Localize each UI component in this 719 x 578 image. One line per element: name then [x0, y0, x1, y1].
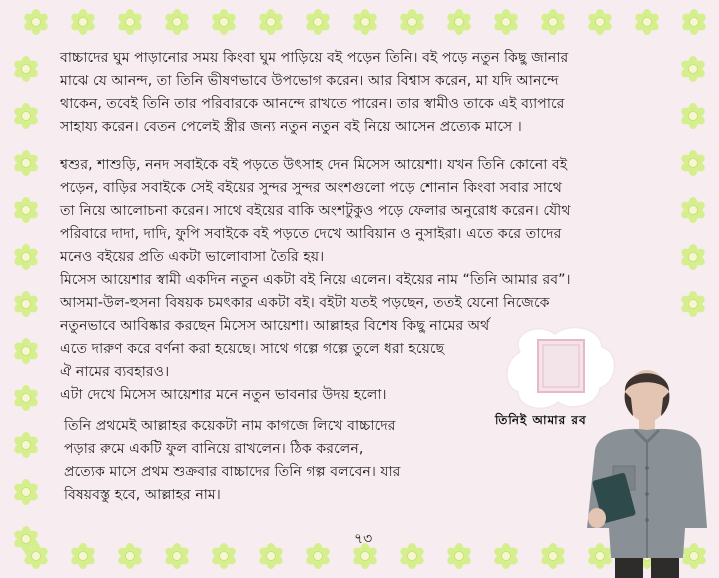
flower-border-icon	[305, 543, 331, 569]
paragraph-line: মনেও বইয়ের প্রতি একটা ভালোবাসা তৈরি হয়।	[60, 249, 325, 265]
book-title-caption: তিনিই আমার রব	[495, 413, 587, 427]
paragraph-line: থাকেন, তবেই তিনি তার পরিবারকে আনন্দে রাখতে পারেন। তার স্বামীও তাকে এই ব্যাপারে	[60, 96, 565, 112]
flower-border-icon	[305, 9, 331, 35]
paragraph-line: ঐ নামের ব্যবহারও।	[60, 364, 170, 380]
flower-border-icon	[680, 150, 706, 176]
flower-border-icon	[493, 9, 519, 35]
paragraph-line: বিষয়বস্তু হবে, আল্লাহর নাম।	[64, 487, 221, 503]
flower-border-icon	[399, 543, 425, 569]
flower-border-icon	[13, 56, 39, 82]
flower-border-icon	[13, 338, 39, 364]
paragraph-line: পরিবারে দাদা, দাদি, ফুপি সবাইকে বই পড়তে দেখে আবিয়ান ও নুসাইরা। এতে করে তাদের	[60, 226, 562, 242]
paragraph-line: তিনি প্রথমেই আল্লাহর কয়েকটা নাম কাগজে লিখে বাচ্চাদের	[64, 418, 396, 434]
flower-border-icon	[587, 9, 613, 35]
paragraph-line: আসমা-উল-হুসনা বিষয়ক চমৎকার একটা বই। বইটা যতই পড়ছেন, ততই যেনো নিজেকে	[60, 295, 550, 311]
flower-border-icon	[13, 385, 39, 411]
flower-border-icon	[446, 9, 472, 35]
flower-border-icon	[680, 291, 706, 317]
paragraph-line: শ্বশুর, শাশুড়ি, ননদ সবাইকে বই পড়তে উৎসাহ দেন মিসেস আয়েশা। যখন তিনি কোনো বই	[60, 157, 568, 173]
paragraph-line: পড়ার রুমে একটি ফুল বানিয়ে রাখলেন। ঠিক করলেন,	[64, 441, 364, 457]
flower-border-icon	[540, 543, 566, 569]
paragraph-line: মিসেস আয়েশার স্বামী একদিন নতুন একটা বই নিয়ে এলেন। বইয়ের নাম “তিনি আমার রব”।	[60, 272, 571, 288]
flower-border-icon	[446, 543, 472, 569]
paragraph-3	[60, 269, 571, 407]
flower-border-icon	[117, 543, 143, 569]
flower-border-icon	[13, 526, 39, 552]
flower-border-icon	[164, 543, 190, 569]
flower-border-icon	[258, 543, 284, 569]
flower-border-icon	[117, 9, 143, 35]
page-number: ৭৩	[354, 531, 373, 547]
paragraph-line: এটা দেখে মিসেস আয়েশার মনে নতুন ভাবনার উদয় হলো।	[60, 387, 387, 403]
flower-border-icon	[13, 103, 39, 129]
flower-border-icon	[13, 432, 39, 458]
paragraph-2	[60, 154, 571, 269]
flower-border-icon	[70, 543, 96, 569]
flower-border-icon	[164, 9, 190, 35]
flower-border-icon	[680, 56, 706, 82]
paragraph-line: সাহায্য করেন। বেতন পেলেই স্ত্রীর জন্য নতুন নতুন বই নিয়ে আসেন প্রত্যেক মাসে ।	[60, 119, 522, 135]
flower-border-icon	[680, 197, 706, 223]
flower-border-icon	[399, 9, 425, 35]
flower-border-icon	[540, 9, 566, 35]
flower-border-icon	[211, 543, 237, 569]
flower-border-icon	[70, 9, 96, 35]
flower-border-icon	[23, 9, 49, 35]
flower-border-icon	[493, 543, 519, 569]
flower-border-icon	[352, 9, 378, 35]
paragraph-line: বাচ্চাদের ঘুম পাড়ানোর সময় কিংবা ঘুম পাড়িয়ে বই পড়েন তিনি। বই পড়ে নতুন কিছু জানার	[60, 50, 569, 66]
paragraph-line: নতুনভাবে আবিষ্কার করছেন মিসেস আয়েশা। আল্লাহর বিশেষ কিছু নামের অর্থ	[60, 318, 490, 334]
paragraph-line: এতে দারুণ করে বর্ণনা করা হয়েছে। সাথে গল্পে গল্পে তুলে ধরা হয়েছে	[60, 341, 445, 357]
flower-border-icon	[211, 9, 237, 35]
flower-border-icon	[634, 9, 660, 35]
flower-border-icon	[681, 9, 707, 35]
paragraph-line: পড়েন, বাড়ির সবাইকে সেই বইয়ের সুন্দর সুন্দর অংশগুলো পড়ে শোনান কিংবা সবার সাথে	[60, 180, 562, 196]
paragraph-line: প্রত্যেক মাসে প্রথম শুক্রবার বাচ্চাদের তিনি গল্প বলবেন। যার	[64, 464, 401, 480]
flower-border-icon	[13, 479, 39, 505]
flower-border-icon	[13, 244, 39, 270]
flower-border-icon	[13, 150, 39, 176]
flower-border-icon	[680, 244, 706, 270]
paragraph-1	[60, 47, 568, 139]
man-reading-illustration	[575, 358, 719, 578]
flower-border-icon	[680, 103, 706, 129]
paragraph-line: তা নিয়ে আলোচনা করেন। সাথে বইয়ের বাকি অংশটুকুও পড়ে ফেলার অনুরোধ করেন। যৌথ	[60, 203, 571, 219]
paragraph-line: মাঝে যে আনন্দ, তা তিনি ভীষণভাবে উপভোগ করেন। আর বিশ্বাস করেন, মা যদি আনন্দে	[60, 73, 559, 89]
paragraph-4	[64, 415, 401, 507]
flower-border-icon	[258, 9, 284, 35]
flower-border-icon	[13, 291, 39, 317]
flower-border-icon	[13, 197, 39, 223]
